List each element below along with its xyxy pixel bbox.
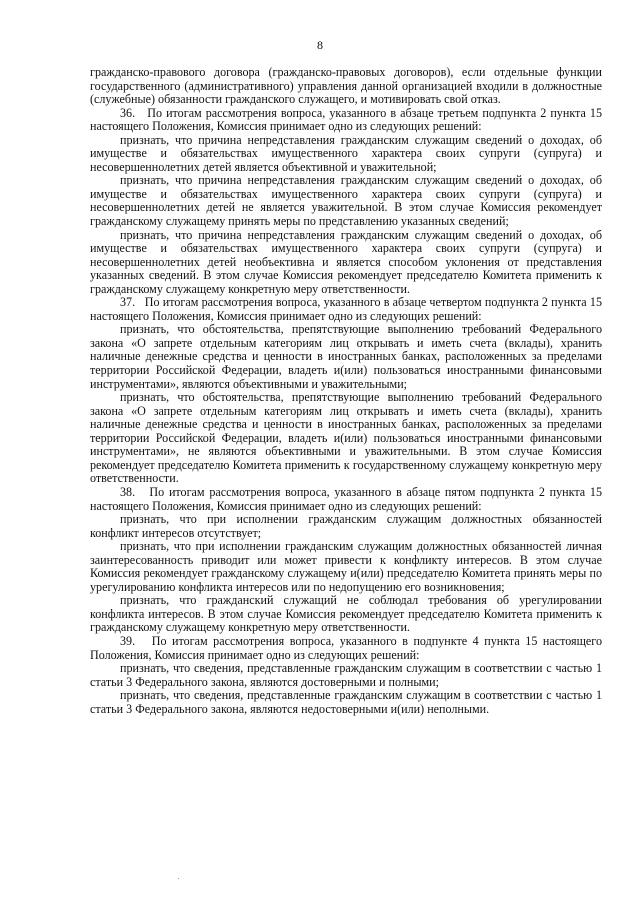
paragraph-36-option-2: признать, что причина непредставления гражданским служащим сведений о доходах, об имуществе и обязательствах имущественного характера своих супруги (супруга) и несовершеннолетних детей не является уважительной. В этом случае Комиссия рекомендует гражданскому служащему принять меры по представлению указанных сведений; — [90, 173, 602, 229]
paragraph-37-option-1: признать, что обстоятельства, препятствующие выполнению требований Федерального закона «О запрете отдельным категориям лиц открывать и иметь счета (вклады), хранить наличные денежные средства и ценности в иностранных банках, расположенных за пределами территории Российской Федерации, владеть и(или) пользоваться иностранными финансовыми инструментами», являются объективными и уважительными; — [90, 322, 602, 391]
paragraph-37-option-2: признать, что обстоятельства, препятствующие выполнению требований Федерального закона «О запрете отдельным категориям лиц открывать и иметь счета (вклады), хранить наличные денежные средства и ценности в иностранных банках, расположенных за пределами территории Российской Федерации, владеть и(или) пользоваться иностранными финансовыми инструментами», не являются объективными и уважительными. В этом случае Комиссия рекомендует председателю Комитета применить к государственному служащему конкретную меру ответственности. — [90, 390, 602, 486]
paragraph-39: 39. По итогам рассмотрения вопроса, указанного в подпункте 4 пункта 15 настоящего Положения, Комиссия принимает одно из следующих решений: — [90, 633, 602, 662]
paragraph-36-option-3: признать, что причина непредставления гражданским служащим сведений о доходах, об имуществе и обязательствах имущественного характера своих супруги (супруга) и несовершеннолетних детей необъективна и является способом уклонения от представления указанных сведений. В этом случае Комиссия рекомендует председателю Комитета применить к гражданскому служащему конкретную меру ответственности. — [90, 227, 602, 296]
paragraph-35-continuation: гражданско-правового договора (гражданско-правовых договоров), если отдельные функции государственного (административного) управления данной организацией входили в должностные (служебные) обязанности гражданского служащего, и мотивировать свой отказ. — [90, 65, 602, 107]
paragraph-38-option-1: признать, что при исполнении гражданским служащим должностных обязанностей конфликт интересов отсутствует; — [90, 512, 602, 540]
paragraph-37: 37. По итогам рассмотрения вопроса, указанного в абзаце четвертом подпункта 2 пункта 15 настоящего Положения, Комиссия принимает одно из следующих решений: — [90, 295, 602, 323]
scan-speck — [178, 878, 179, 879]
paragraph-36: 36. По итогам рассмотрения вопроса, указанного в абзаце третьем подпункта 2 пункта 15 настоящего Положения, Комиссия принимает одно из следующих решений: — [90, 105, 602, 134]
paragraph-38: 38. По итогам рассмотрения вопроса, указанного в абзаце пятом подпункта 2 пункта 15 настоящего Положения, Комиссия принимает одно из следующих решений: — [90, 484, 602, 513]
paragraph-38-option-3: признать, что гражданский служащий не соблюдал требования об урегулировании конфликта интересов. В этом случае Комиссия рекомендует председателю Комитета применить к гражданскому служащему конкретную меру ответственности. — [90, 593, 602, 635]
paragraph-39-option-2: признать, что сведения, представленные гражданским служащим в соответствии с частью 1 статьи 3 Федерального закона, являются недостоверными и(или) неполными. — [90, 688, 602, 716]
paragraph-39-option-1: признать, что сведения, представленные гражданским служащим в соответствии с частью 1 статьи 3 Федерального закона, являются достоверными и полными; — [90, 661, 602, 689]
page-number: 8 — [317, 38, 323, 52]
document-body — [90, 66, 602, 716]
paragraph-36-option-1: признать, что причина непредставления гражданским служащим сведений о доходах, об имуществе и обязательствах имущественного характера своих супруги (супруга) и несовершеннолетних детей является объективной и уважительной; — [90, 132, 602, 174]
paragraph-38-option-2: признать, что при исполнении гражданским служащим должностных обязанностей личная заинтересованность приводит или может привести к конфликту интересов. В этом случае Комиссия рекомендует гражданскому служащему и(или) председателю Комитета принять меры по урегулированию конфликта интересов или по недопущению его возникновения; — [90, 539, 602, 594]
